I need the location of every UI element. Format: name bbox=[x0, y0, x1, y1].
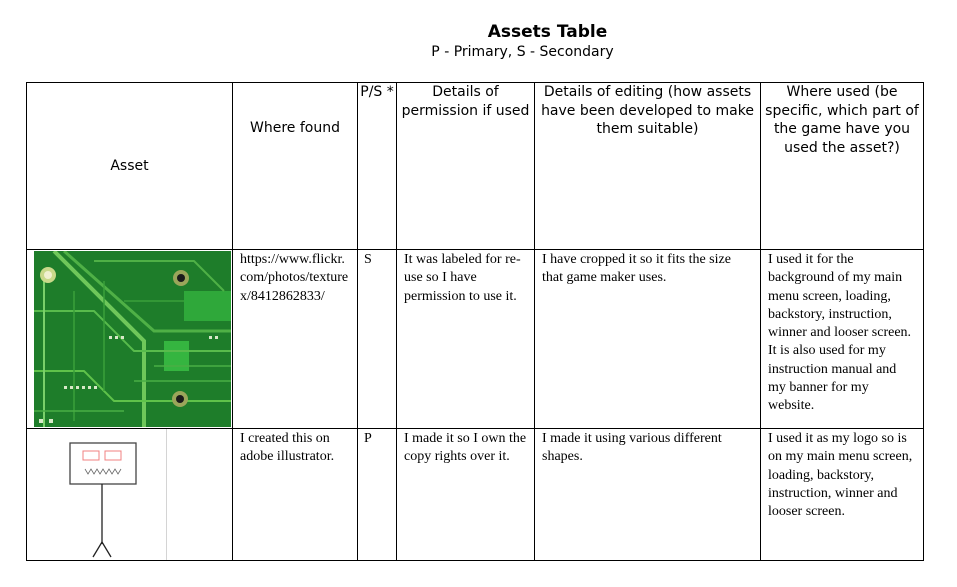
where-found-cell: I created this on adobe illustrator. bbox=[233, 429, 358, 561]
asset-cell bbox=[27, 429, 233, 561]
table-row bbox=[27, 429, 924, 561]
header-permission: Details of permission if used bbox=[397, 83, 535, 250]
assets-table bbox=[26, 82, 924, 561]
robot-logo-image bbox=[27, 429, 167, 559]
ps-cell: P bbox=[358, 429, 397, 561]
header-where-found: Where found bbox=[233, 83, 358, 250]
where-used-cell: I used it as my logo so is on my main menu screen, loading, backstory, instruction, winner and looser screen. bbox=[761, 429, 924, 561]
document-title: Assets Table bbox=[487, 22, 608, 42]
header-row bbox=[27, 83, 924, 250]
permission-cell: It was labeled for re-use so I have permission to use it. bbox=[397, 250, 535, 429]
editing-cell: I have cropped it so it fits the size that game maker uses. bbox=[535, 250, 761, 429]
asset-cell bbox=[27, 250, 233, 429]
where-used-cell: I used it for the background of my main menu screen, loading, backstory, instruction, winner and looser screen. It is also used for my instruction manual and my banner for my website. bbox=[761, 250, 924, 429]
where-found-cell: https://www.flickr.com/photos/texturex/8412862833/ bbox=[233, 250, 358, 429]
circuit-board-image bbox=[34, 251, 231, 427]
editing-cell: I made it using various different shapes. bbox=[535, 429, 761, 561]
permission-cell: I made it so I own the copy rights over it. bbox=[397, 429, 535, 561]
image-edge-divider bbox=[166, 429, 167, 560]
header-ps: P/S * bbox=[358, 83, 397, 250]
document-subtitle: P - Primary, S - Secondary bbox=[431, 44, 614, 60]
ps-cell: S bbox=[358, 250, 397, 429]
header-editing: Details of editing (how assets have been developed to make them suitable) bbox=[535, 83, 761, 250]
header-asset: Asset bbox=[27, 83, 233, 250]
header-where-used: Where used (be specific, which part of the game have you used the asset?) bbox=[761, 83, 924, 250]
table-row bbox=[27, 250, 924, 429]
